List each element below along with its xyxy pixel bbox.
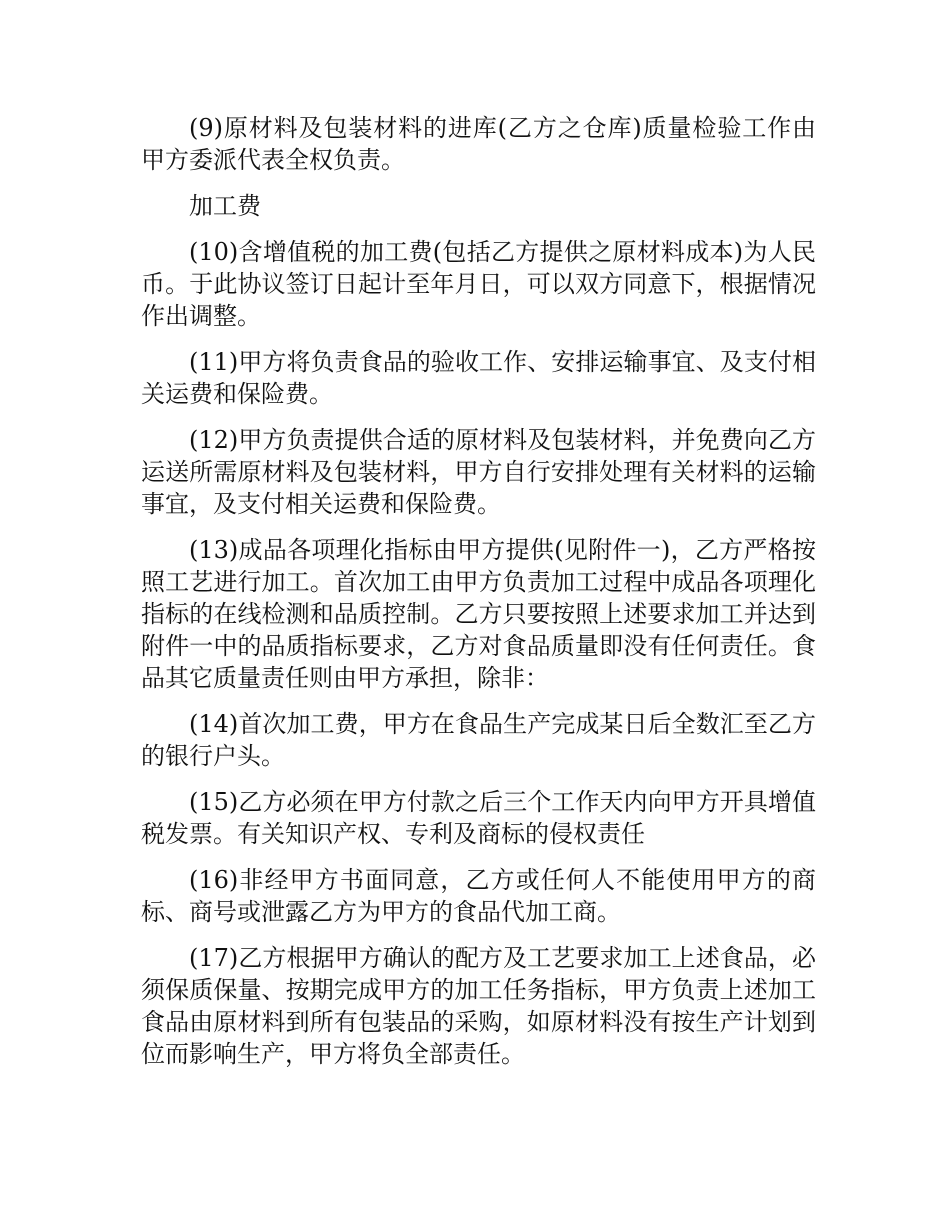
paragraph-clause-16: (16)非经甲方书面同意，乙方或任何人不能使用甲方的商标、商号或泄露乙方为甲方的食品代加工商。 <box>141 866 816 926</box>
paragraph-clause-15: (15)乙方必须在甲方付款之后三个工作天内向甲方开具增值税发票。有关知识产权、专利及商标的侵权责任 <box>141 788 816 848</box>
document-body <box>141 112 816 1084</box>
paragraph-clause-11: (11)甲方将负责食品的验收工作、安排运输事宜、及支付相关运费和保险费。 <box>141 348 816 408</box>
paragraph-clause-9: (9)原材料及包装材料的进库(乙方之仓库)质量检验工作由甲方委派代表全权负责。 <box>141 114 816 174</box>
paragraph-clause-10: (10)含增值税的加工费(包括乙方提供之原材料成本)为人民币。于此协议签订日起计至年月日，可以双方同意下，根据情况作出调整。 <box>141 238 816 330</box>
section-heading-processing-fee: 加工费 <box>189 192 261 220</box>
paragraph-clause-13: (13)成品各项理化指标由甲方提供(见附件一)，乙方严格按照工艺进行加工。首次加工由甲方负责加工过程中成品各项理化指标的在线检测和品质控制。乙方只要按照上述要求加工并达到附件一中的品质指标要求，乙方对食品质量即没有任何责任。食品其它质量责任则由甲方承担，除非： <box>141 536 816 692</box>
paragraph-clause-12: (12)甲方负责提供合适的原材料及包装材料，并免费向乙方运送所需原材料及包装材料，甲方自行安排处理有关材料的运输事宜，及支付相关运费和保险费。 <box>141 426 816 518</box>
paragraph-clause-14: (14)首次加工费，甲方在食品生产完成某日后全数汇至乙方的银行户头。 <box>141 710 816 770</box>
paragraph-clause-17: (17)乙方根据甲方确认的配方及工艺要求加工上述食品，必须保质保量、按期完成甲方的加工任务指标，甲方负责上述加工食品由原材料到所有包装品的采购，如原材料没有按生产计划到位而影响生产，甲方将负全部责任。 <box>141 944 816 1068</box>
